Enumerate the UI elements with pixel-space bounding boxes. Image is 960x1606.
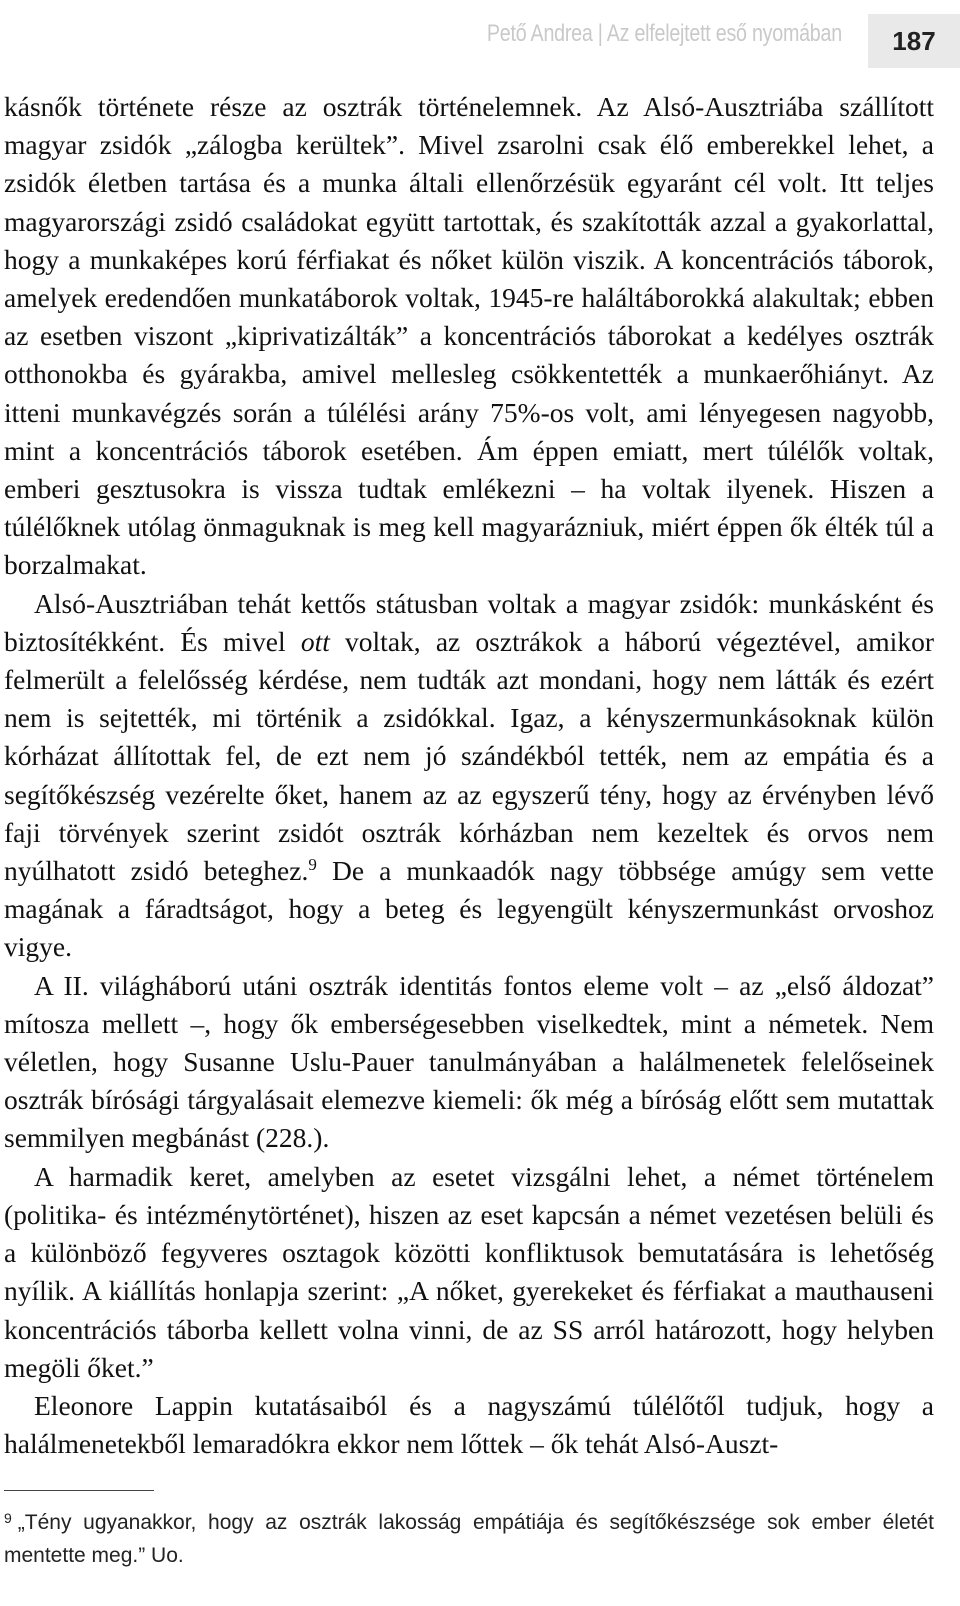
running-title: Pető Andrea | Az elfelejtett eső nyomában: [487, 20, 842, 47]
footnote-number: 9: [4, 1510, 12, 1526]
body-text: [4, 88, 934, 1463]
paragraph-2-part-c: De a munkaadók nagy többsége amúgy sem vette magának a fáradtságot, hogy a beteg és legyengült kényszermunkást orvoshoz vigye.: [4, 855, 935, 963]
footnote-reference[interactable]: 9: [308, 854, 317, 874]
emphasis-ott: ott: [300, 625, 330, 657]
footnote: [4, 1506, 934, 1572]
paragraph-2: [4, 585, 934, 967]
page-header: [0, 14, 960, 68]
paragraph-3: A II. világháború utáni osztrák identitás fontos eleme volt – az „első áldozat” mítosza mellett –, hogy ők emberségesebben viselkedtek, mint a németek. Nem véletlen, hogy Susanne Uslu-Pauer tanulmányában a halálmenetek felelőseinek osztrák bírósági tárgyalásait elemezve kiemeli: ők még a bíróság előtt sem mutattak semmilyen megbánást (228.).: [4, 969, 934, 1154]
paragraph-2-part-b: voltak, az osztrákok a háború végeztével, amikor felmerült a felelősség kérdése, nem tudták azt mondani, hogy nem látták és ezért nem is sejtették, mi történik a zsidókkal. Igaz, a kényszermunkásoknak külön kórházat állítottak fel, de ezt nem jó szándékból tették, nem az empátia és a segítőkészség vezérelte őket, hanem az az egyszerű tény, hogy az érvényben lévő faji törvények szerint zsidót osztrák kórházban nem kezeltek és orvos nem nyúlhatott zsidó beteghez.: [4, 625, 934, 887]
footnote-text: „Tény ugyanakkor, hogy az osztrák lakosság empátiája és segítőkészsége sok ember életét mentette meg.” Uo.: [4, 1511, 934, 1567]
paragraph-4: A harmadik keret, amelyben az esetet vizsgálni lehet, a német történelem (politika- és intézménytörténet), hiszen az eset kapcsán a német vezetésen belüli és a különböző fegyveres osztagok közötti konfliktusok bemutatására is lehetőség nyílik. A kiállítás honlapja szerint: „A nőket, gyerekeket és férfiakat a mauthauseni koncentrációs táborba kellett volna vinni, de az SS arról határozott, hogy helyben megöli őket.”: [4, 1160, 934, 1383]
footnote-divider: [4, 1490, 154, 1491]
page-number: 187: [868, 14, 960, 68]
paragraph-1: kásnők története része az osztrák történelemnek. Az Alsó-Ausztriába szállított magyar zsidók „zálogba kerültek”. Mivel zsarolni csak élő emberekkel lehet, a zsidók életben tartása és a munka általi ellenőrzésük egyaránt cél volt. Itt teljes magyarországi zsidó családokat együtt tartottak, és szakították azzal a gyakorlattal, hogy a munkaképes korú férfiakat és nőket külön viszik. A koncentrációs táborok, amelyek eredendően munkatáborok voltak, 1945-re haláltáborokká alakultak; ebben az esetben viszont „kiprivatizálták” a koncentrációs táborokat a kedélyes osztrák otthonokba és gyárakba, amivel mellesleg csökkentették a munkaerőhiányt. Az itteni munkavégzés során a túlélési arány 75%-os volt, ami lényegesen nagyobb, mint a koncentrációs táborok esetében. Ám éppen emiatt, mert túlélők voltak, emberi gesztusokra is vissza tudtak emlékezni – ha voltak ilyenek. Hiszen a túlélőknek utólag önmaguknak is meg kell magyarázniuk, miért éppen ők élték túl a borzalmakat.: [4, 91, 934, 581]
paragraph-5: Eleonore Lappin kutatásaiból és a nagyszámú túlélőtől tudjuk, hogy a halálmenetekből lemaradókra ekkor nem lőttek – ők tehát Alsó-Auszt-: [4, 1389, 934, 1460]
paragraph-2-part-a: Alsó-Ausztriában tehát kettős státusban voltak a magyar zsidók: munkásként és biztosítékként. És mivel: [4, 587, 934, 657]
